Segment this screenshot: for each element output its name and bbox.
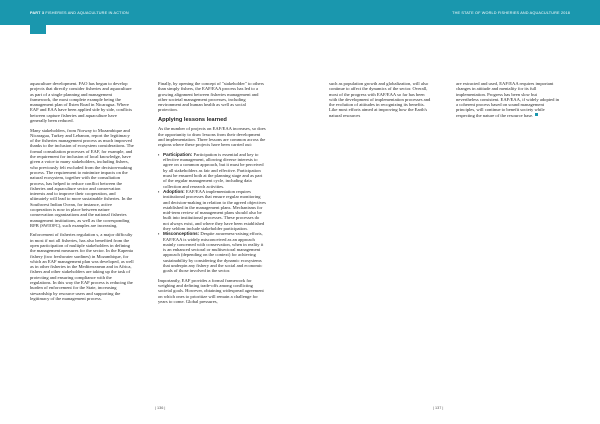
section-heading: Applying lessons learned [158,116,227,123]
lessons-list [158,152,266,274]
bullet-term: Misconceptions: [163,231,200,237]
end-of-section-marker [535,113,538,116]
paragraph: aquaculture development. FAO has begun to develop projects that directly consider fisheries and aquaculture as part of a single planning and management framework, the most complete example being the management plan of Ilsten Road in Nicaragua. Where EAF and EAA have been applied side by side, conflicts between capture fisheries and aquaculture have generally been reduced. [30,81,133,124]
part-title: FISHERIES AND AQUACULTURE IN ACTION [45,11,129,15]
bullet-text: Participation is essential and key to effective management, allowing diverse interests to agree on a common approach, but it must be perceived by all stakeholders as fair and effective. Participation must be ensured both at the planning stage and as part of the regular management cycle, including data collection and research activities. [163,151,264,189]
list-item [158,189,266,231]
paragraph: such as population growth and globalization, will also continue to affect the dynamics of the sector. Overall, most of the progress with EAF/EAA so far has been with the development of implementation processes and the evolution of attitudes in recognizing its benefits. Like most efforts aimed at improving how the Earth's natural resources [329,81,431,118]
paragraph-text: are extracted and used, EAF/EAA requires important changes in attitude and mentality for its full implementation. Progress has been slow but nevertheless consistent. EAF/EAA, if widely adopted in a coherent process based on sound management principles, will continue to benefit society while respecting the nature of the resource base. [456,81,560,118]
paragraph: Importantly, EAF provides a formal framework for weighing and defining trade-offs among conflicting societal goals. However, obtaining widespread agreement on which ones to prioritize will remain a challenge for years to come. Global pressures, [158,277,264,305]
text-column-3 [329,81,433,122]
page-number-left: | 136 | [155,406,166,410]
paragraph: As the number of projects on EAF/EAA increases, so does the opportunity to draw lessons from their development and implementation. Three lessons are common across the regions where these projects have been carried out: [158,126,266,148]
paragraph: Finally, by opening the concept of "stakeholder" to others than simply fishers, the EAF/EAA process has led to a growing alignment between fisheries management and other societal management processes, including environment and human health as well as social protection. [158,81,264,113]
text-column-1 [30,81,134,305]
text-column-4 [456,81,560,122]
bullet-term: Adoption: [163,188,185,194]
bullet-term: Participation: [163,151,193,157]
bullet-text: EAF/EAA implementation requires institutional processes that ensure regular monitoring and decision-making in relation to the agreed objectives established in the management plans. Mechanisms for mid-term review of management plans should also be built into institutional processes. These processes do not always exist, and where they have been established they seldom include stakeholder participation. [163,188,266,231]
text-column-2 [158,81,266,309]
running-header-right: THE STATE OF WORLD FISHERIES AND AQUACULTURE 2018 [452,11,570,15]
list-item [158,152,266,189]
running-header-left [30,11,129,15]
paragraph: Enforcement of fisheries regulation s, a major difficulty in most if not all fisheries, has also benefited from the open participation of multiple stakeholders in defining the management measures for the sector. In the Kapenta fishery (two freshwater sardines) in Mozambique, for which an EAF management plan was developed, as well as in other fisheries in the Mediterranean and in Africa, fishers and other stakeholders are taking up the task of protecting and ensuring compliance with the regulations. In this way the EAF process is reducing the burden of enforcement for the State, increasing stewardship by resource users and supporting the legitimacy of the management process. [30,232,134,301]
list-item [158,231,266,273]
part-label: PART 3 [30,11,45,15]
paragraph [456,81,560,118]
bullet-text: Despite awareness-raising efforts, EAF/EAA is widely misconceived as an approach mainly concerned with conservation, when in reality it is an enhanced sectoral or multisectoral management approach (depending on the context) for achieving sustainability by considering the dynamic ecosystems that underpin any fishery and the social and economic goals of those involved in the sector. [163,231,264,274]
page-number-right: | 137 | [433,406,444,410]
accent-tab [30,25,46,34]
paragraph: Many stakeholders, from Norway to Mozambique and Nicaragua, Turkey and Lebanon, report the legitimacy of the fisheries management process as much improved thanks to the inclusion of ecosystem considerations. The formal consultation processes of EAF, for example, and the requirement for inclusion of local knowledge, have given a voice to many stakeholders, including fishers, who previously felt excluded from the decision-making process. The requirement to minimize impacts on the natural ecosystem, together with the consultation process, has helped to reduce conflict between the fisheries and aquaculture sector and conservation interests and to improve their cooperation, and ultimately will lead to more sustainable fisheries. In the Southwest Indian Ocean, for instance, active cooperation is now in place between nature conservation organizations and the national fisheries management institutions, as well as the corresponding RFB (SWIOFC), such examples are increasing. [30,127,134,228]
header-bar [0,0,600,25]
